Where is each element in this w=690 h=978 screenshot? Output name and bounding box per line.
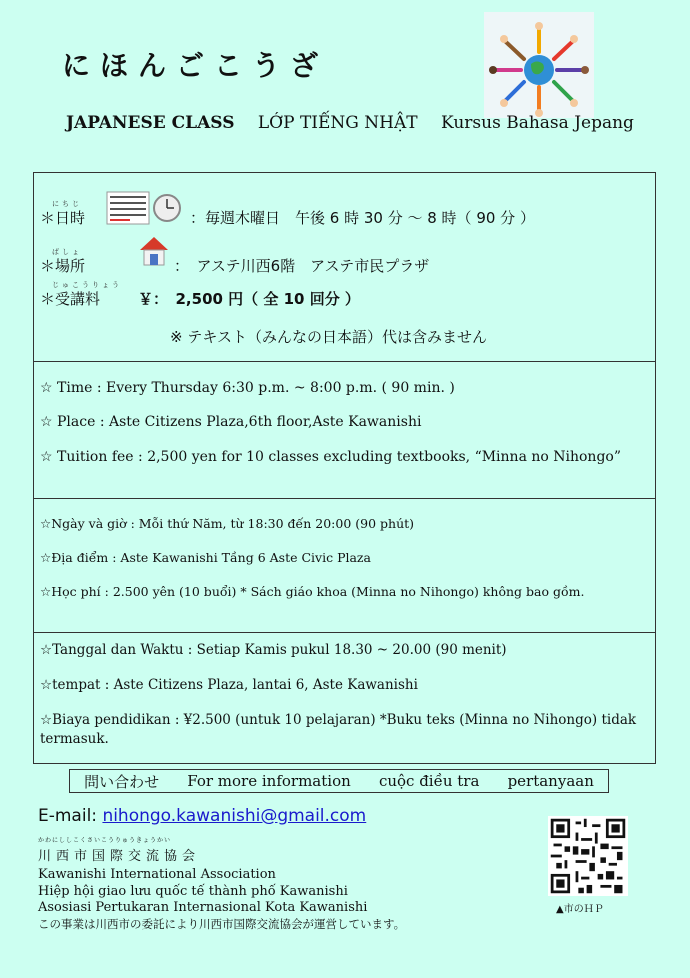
jp-place-label: ＊場所 bbox=[40, 257, 86, 275]
jp-time-value: ：毎週木曜日 午後 6 時 30 分 〜 8 時（ 90 分 ） bbox=[190, 209, 535, 227]
email-label: E-mail: bbox=[38, 806, 98, 826]
id-fee: ☆Biaya pendidikan : ¥2.500 (untuk 10 pelajaran) *Buku teks (Minna no Nihongo) tidak termasuk. bbox=[40, 712, 637, 747]
vn-fee: ☆Học phí : 2.500 yên (10 buổi) * Sách giáo khoa (Minna no Nihongo) không bao gồm. bbox=[40, 584, 585, 599]
jp-textbook-note: ※ テキスト（みんなの日本語）代は含みません bbox=[170, 328, 488, 346]
org-name-id: Asosiasi Pertukaran Internasional Kota Kawanishi bbox=[38, 900, 368, 915]
section-vietnamese bbox=[34, 498, 655, 633]
contact-bar bbox=[69, 769, 609, 793]
jp-time-ruby: にちじ bbox=[52, 200, 82, 208]
section-english bbox=[34, 361, 655, 499]
contact-vn: cuộc điều tra bbox=[378, 772, 480, 790]
jp-place-value: ： アステ川西6階 アステ市民プラザ bbox=[174, 257, 430, 275]
jp-fee-row bbox=[40, 281, 360, 309]
clock-icon bbox=[152, 193, 182, 223]
section-indonesian bbox=[34, 632, 655, 763]
contact-id: pertanyaan bbox=[507, 772, 594, 790]
id-time: ☆Tanggal dan Waktu : Setiap Kamis pukul 18.30 ~ 20.00 (90 menit) bbox=[40, 642, 507, 658]
house-icon bbox=[138, 235, 170, 267]
en-place: ☆ Place : Aste Citizens Plaza,6th floor,Aste Kawanishi bbox=[40, 414, 422, 430]
en-fee: ☆ Tuition fee : 2,500 yen for 10 classes excluding textbooks, “Minna no Nihongo” bbox=[40, 449, 621, 465]
qr-code-icon[interactable] bbox=[548, 816, 628, 896]
jp-fee-value: ￥： 2,500 円（ 全 10 回分 ） bbox=[138, 290, 360, 308]
org-name-vn: Hiệp hội giao lưu quốc tế thành phố Kawanishi bbox=[38, 884, 348, 899]
page-title: にほんごこうざ bbox=[62, 49, 329, 82]
jp-place-row bbox=[40, 248, 430, 276]
calendar-icon bbox=[106, 191, 150, 225]
contact-jp: 問い合わせ bbox=[84, 772, 160, 791]
qr-label: ▲市のＨＰ bbox=[556, 904, 604, 915]
jp-place-ruby: ばしょ bbox=[52, 248, 82, 256]
email-row bbox=[38, 806, 366, 826]
subtitle-en: JAPANESE CLASS bbox=[66, 113, 235, 133]
email-link[interactable]: nihongo.kawanishi@gmail.com bbox=[102, 806, 367, 826]
jp-time-label: ＊日時 bbox=[40, 209, 86, 227]
subtitle-vn: LỚP TIẾNG NHẬT bbox=[257, 113, 418, 133]
org-ruby: かわにししこくさいこうりゅうきょうかい bbox=[38, 837, 172, 844]
jp-fee-ruby: じゅこうりょう bbox=[52, 281, 122, 289]
subtitle-id: Kursus Bahasa Jepang bbox=[441, 113, 634, 133]
globe-people-icon bbox=[484, 12, 594, 118]
info-box bbox=[33, 172, 656, 764]
id-place: ☆tempat : Aste Citizens Plaza, lantai 6, Aste Kawanishi bbox=[40, 677, 418, 693]
org-name-en: Kawanishi International Association bbox=[38, 867, 276, 882]
org-name-jp: 川西市国際交流協会 bbox=[38, 849, 201, 864]
contact-en: For more information bbox=[187, 772, 351, 790]
en-time: ☆ Time : Every Thursday 6:30 p.m. ~ 8:00 p.m. ( 90 min. ) bbox=[40, 380, 455, 396]
vn-place: ☆Địa điểm : Aste Kawanishi Tầng 6 Aste Civic Plaza bbox=[40, 550, 371, 565]
operation-note: この事業は川西市の委託により川西市国際交流協会が運営しています。 bbox=[38, 917, 406, 931]
subtitle bbox=[66, 113, 652, 133]
jp-fee-label: ＊受講料 bbox=[40, 290, 101, 308]
vn-time: ☆Ngày và giờ : Mỗi thứ Năm, từ 18:30 đến 20:00 (90 phút) bbox=[40, 516, 415, 531]
jp-time-row bbox=[40, 200, 535, 228]
section-japanese bbox=[34, 173, 655, 362]
